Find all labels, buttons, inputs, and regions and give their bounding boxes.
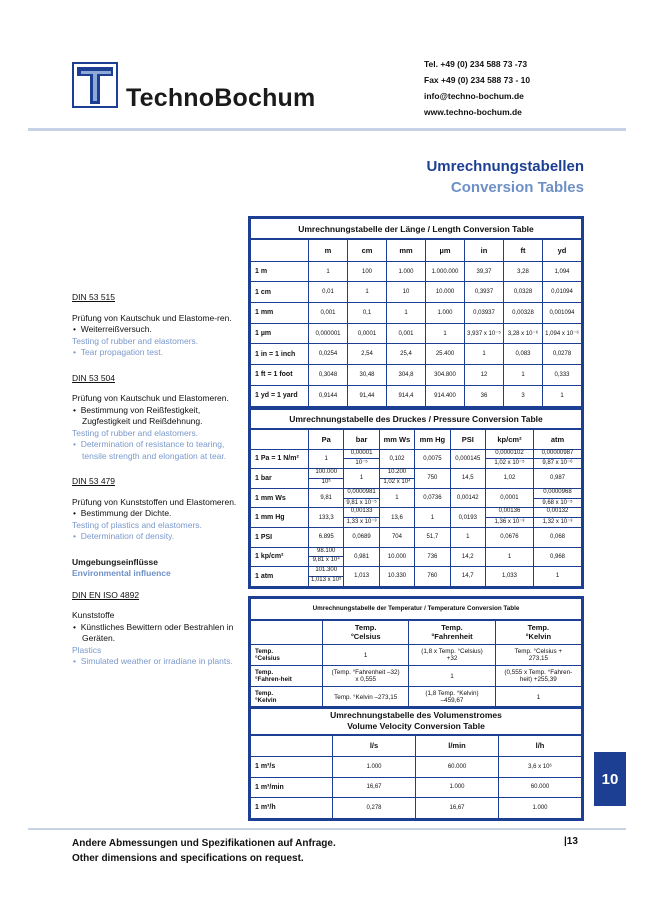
table-row (251, 687, 582, 708)
table-cell: 1 (379, 488, 414, 508)
pressure-conversion-table (248, 407, 584, 589)
column-header: µm (426, 239, 465, 261)
table-cell: 0,1 (348, 303, 387, 324)
phone-number: Tel. +49 (0) 234 588 73 -73 (424, 59, 528, 69)
table-cell: 0,001094 (543, 303, 582, 324)
table-cell: 0,0676 (485, 527, 533, 547)
table-row (251, 323, 582, 344)
table-cell: 704 (379, 527, 414, 547)
table-row (251, 282, 582, 303)
table-cell: (0,555 x Temp. °Fahren- heit) +255,39 (495, 666, 581, 687)
table-cell: Temp. °Celsius + 273,15 (495, 645, 581, 666)
table-header-row (251, 429, 582, 449)
table-caption: Umrechnungstabelle des Volumenstromes Volume Velocity Conversion Table (251, 709, 582, 735)
standard-desc-en: Testing of rubber and elastomers. (72, 335, 199, 346)
table-cell: 10.000 (426, 282, 465, 303)
standard-bullet-en: • Determination of resistance to tearing, tensile strength and elongation at tear. (73, 439, 227, 461)
table-cell: 1.000 (333, 757, 416, 778)
table-cell: 100 (348, 261, 387, 282)
standard-din-53515 (72, 292, 242, 359)
table-cell: 13,6 (379, 508, 414, 528)
row-label: 1 atm (251, 567, 309, 587)
standard-desc-en: Plastics (72, 644, 102, 655)
column-header: in (465, 239, 504, 261)
column-header: l/h (499, 735, 582, 757)
table-cell: 0,987 (533, 469, 581, 489)
table-row (251, 547, 582, 567)
table-cell: (1,8 Temp. °Kelvin) –459,67 (409, 687, 495, 708)
table-cell: (Temp. °Fahrenheit –32) x 0,555 (323, 666, 409, 687)
table-cell: 0,083 (504, 344, 543, 365)
column-header: Temp. °Celsius (323, 620, 409, 645)
env-heading-de: Umgebungseinflüsse (72, 556, 158, 567)
table-cell: 1 (344, 469, 379, 489)
table-cell: 0,000001 (309, 323, 348, 344)
column-header: kp/cm² (485, 429, 533, 449)
standard-bullet-en: • Simulated weather or irradiane in plants. (73, 656, 233, 666)
table-cell: 10.000 (379, 547, 414, 567)
table-row (251, 645, 582, 666)
row-label: 1 mm (251, 303, 309, 324)
footer-divider (28, 828, 626, 830)
length-conversion-table (248, 216, 584, 409)
table-cell: Temp. °Kelvin –273,15 (323, 687, 409, 708)
row-label: 1 kp/cm² (251, 547, 309, 567)
table-cell: 1 (426, 323, 465, 344)
table-cell: 0,00000987 9,87 x 10⁻⁶ (533, 449, 581, 469)
table-cell: 0,9144 (309, 385, 348, 406)
table-cell: 0,981 (344, 547, 379, 567)
table-cell: 0,968 (533, 547, 581, 567)
website-link[interactable]: www.techno-bochum.de (424, 107, 522, 117)
table-cell: 16,67 (333, 777, 416, 798)
standard-desc-en: Testing of plastics and elastomers. (72, 519, 202, 530)
table-cell: 3 (504, 385, 543, 406)
row-label: 1 mm Hg (251, 508, 309, 528)
row-label: 1 bar (251, 469, 309, 489)
table-cell: 0,0278 (543, 344, 582, 365)
column-header: atm (533, 429, 581, 449)
table-header-row (251, 620, 582, 645)
row-label: 1 cm (251, 282, 309, 303)
table-cell: 14,7 (450, 567, 485, 587)
column-header: m (309, 239, 348, 261)
row-label: 1 mm Ws (251, 488, 309, 508)
table-cell: 3,28 (504, 261, 543, 282)
table-cell: 39,37 (465, 261, 504, 282)
standard-code: DIN 53 479 (72, 476, 115, 486)
table-cell: 14,2 (450, 547, 485, 567)
table-cell: 1,094 (543, 261, 582, 282)
table-cell: 133,3 (309, 508, 344, 528)
table-cell: 3,6 x 10⁶ (499, 757, 582, 778)
table-cell: 3,28 x 10⁻⁶ (504, 323, 543, 344)
table-cell: 760 (415, 567, 450, 587)
table-cell: 30,48 (348, 365, 387, 386)
table-cell: 51,7 (415, 527, 450, 547)
standards-column (72, 292, 242, 682)
table-cell: 1 (485, 547, 533, 567)
table-cell: 0,0075 (415, 449, 450, 469)
table-cell: 100.000 10⁵ (309, 469, 344, 489)
table-cell: 10 (387, 282, 426, 303)
standard-desc-de: Prüfung von Kautschuk und Elastomeren. (72, 393, 229, 403)
column-header: l/s (333, 735, 416, 757)
standard-code: DIN 53 504 (72, 372, 115, 383)
table-cell: 0,0254 (309, 344, 348, 365)
table-cell: 0,00136 1,36 x 10⁻³ (485, 508, 533, 528)
standard-desc-en: Testing of rubber and elastomers. (72, 427, 199, 438)
table-cell: 1 (309, 261, 348, 282)
table-row (251, 777, 582, 798)
table-cell: 1.000 (499, 798, 582, 819)
table-caption: Umrechnungstabelle der Temperatur / Temperature Conversion Table (251, 599, 582, 620)
table-cell: 36 (465, 385, 504, 406)
table-row (251, 488, 582, 508)
table-row (251, 449, 582, 469)
table-cell: 0,01094 (543, 282, 582, 303)
contact-block (424, 56, 530, 120)
table-cell: 0,001 (309, 303, 348, 324)
footer-note-de: Andere Abmessungen und Spezifikationen auf Anfrage. (72, 838, 336, 849)
table-cell: 0,0328 (504, 282, 543, 303)
standard-din-53479 (72, 476, 242, 543)
standard-desc-de: Prüfung von Kunststoffen und Elastomeren. (72, 496, 237, 507)
table-cell: 0,102 (379, 449, 414, 469)
table-cell: 0,3937 (465, 282, 504, 303)
column-header: mm Ws (379, 429, 414, 449)
standard-bullet-en: • Determination of density. (73, 531, 175, 541)
table-cell: 0,0689 (344, 527, 379, 547)
table-cell: 6.895 (309, 527, 344, 547)
column-header: bar (344, 429, 379, 449)
table-cell: 1 (309, 449, 344, 469)
table-caption: Umrechnungstabelle der Länge / Length Conversion Table (251, 219, 582, 240)
table-cell: 1 (533, 567, 581, 587)
table-cell: 14,5 (450, 469, 485, 489)
table-cell: 1 (409, 666, 495, 687)
table-header-row (251, 239, 582, 261)
standard-desc-de: Prüfung von Kautschuk und Elastome-ren. (72, 312, 232, 323)
table-row (251, 798, 582, 819)
standard-bullet-de: • Bestimmung der Dichte. (73, 508, 172, 518)
table-cell: 1,094 x 10⁻⁶ (543, 323, 582, 344)
footer-note-en: Other dimensions and specifications on request. (72, 853, 304, 864)
table-cell: 10.330 (379, 567, 414, 587)
table-row (251, 508, 582, 528)
table-cell: 914.400 (426, 385, 465, 406)
column-header: Pa (309, 429, 344, 449)
row-label: 1 ft = 1 foot (251, 365, 309, 386)
table-cell: 98.100 9,81 x 10⁴ (309, 547, 344, 567)
table-cell: 1 (450, 527, 485, 547)
table-cell: 0,0000968 9,68 x 10⁻⁵ (533, 488, 581, 508)
table-cell: 0,278 (333, 798, 416, 819)
header-corner (251, 620, 323, 645)
table-cell: 1 (348, 282, 387, 303)
column-header: l/min (416, 735, 499, 757)
table-cell: 0,001 (387, 323, 426, 344)
table-cell: 0,333 (543, 365, 582, 386)
volume-velocity-conversion-table (248, 706, 584, 821)
table-cell: 25.400 (426, 344, 465, 365)
env-heading-en: Environmental influence (72, 568, 171, 578)
table-cell: 1.000 (387, 261, 426, 282)
column-header: ft (504, 239, 543, 261)
table-cell: 91,44 (348, 385, 387, 406)
table-cell: 1.000 (426, 303, 465, 324)
table-cell: 3,937 x 10⁻⁵ (465, 323, 504, 344)
standard-desc-de: Kunststoffe (72, 610, 115, 620)
row-label: 1 m³/h (251, 798, 333, 819)
column-header: mm (387, 239, 426, 261)
chapter-tab: 10 (594, 752, 626, 806)
row-label: 1 m³/min (251, 777, 333, 798)
footer-note (72, 836, 336, 866)
column-header: Temp. °Kelvin (495, 620, 581, 645)
table-row (251, 385, 582, 406)
table-cell: 16,67 (416, 798, 499, 819)
table-row (251, 666, 582, 687)
table-cell: 914,4 (387, 385, 426, 406)
table-cell: 0,01 (309, 282, 348, 303)
table-cell: 9,81 (309, 488, 344, 508)
table-cell: 1,033 (485, 567, 533, 587)
fax-number: Fax +49 (0) 234 588 73 - 10 (424, 75, 531, 85)
technobochum-logo-icon (72, 62, 118, 108)
table-cell: 101.300 1,013 x 10⁵ (309, 567, 344, 587)
table-cell: 1.000 (416, 777, 499, 798)
table-row (251, 303, 582, 324)
table-cell: 1,02 (485, 469, 533, 489)
table-cell: 0,068 (533, 527, 581, 547)
header-corner (251, 735, 333, 757)
table-cell: 0,00133 1,33 x 10⁻³ (344, 508, 379, 528)
column-header: yd (543, 239, 582, 261)
brand-name: TechnoBochum (126, 84, 316, 112)
row-label: 1 m (251, 261, 309, 282)
table-cell: 60.000 (416, 757, 499, 778)
table-cell: 304.800 (426, 365, 465, 386)
table-row (251, 757, 582, 778)
table-cell: 1 (387, 303, 426, 324)
environmental-influence (72, 557, 242, 668)
table-cell: 1.000.000 (426, 261, 465, 282)
table-cell: 1 (543, 385, 582, 406)
table-cell: 1 (415, 508, 450, 528)
row-label: 1 yd = 1 yard (251, 385, 309, 406)
table-cell: 25,4 (387, 344, 426, 365)
header-corner (251, 239, 309, 261)
table-cell: 1 (323, 645, 409, 666)
standard-code: DIN EN ISO 4892 (72, 589, 140, 600)
temperature-conversion-table (248, 596, 584, 710)
table-row (251, 344, 582, 365)
table-cell: 750 (415, 469, 450, 489)
table-cell: 0,0000102 1,02 x 10⁻⁵ (485, 449, 533, 469)
column-header: cm (348, 239, 387, 261)
page-title-en: Conversion Tables (450, 179, 584, 196)
page-title-de: Umrechnungstabellen (426, 158, 584, 175)
header-divider (28, 128, 626, 131)
standard-bullet-de: • Künstliches Bewittern oder Bestrahlen in Geräten. (73, 621, 234, 643)
table-row (251, 261, 582, 282)
header-corner (251, 429, 309, 449)
standard-code: DIN 53 515 (72, 292, 115, 302)
table-cell: 10.200 1,02 x 10⁴ (379, 469, 414, 489)
table-cell: 0,0736 (415, 488, 450, 508)
column-header: Temp. °Fahrenheit (409, 620, 495, 645)
email-address[interactable]: info@techno-bochum.de (424, 91, 524, 101)
table-cell: 0,0001 (485, 488, 533, 508)
column-header: PSI (450, 429, 485, 449)
row-label: Temp. °Kelvin (251, 687, 323, 708)
table-cell: 12 (465, 365, 504, 386)
table-row (251, 469, 582, 489)
table-cell: 0,0001 (348, 323, 387, 344)
table-cell: 1 (504, 365, 543, 386)
table-cell: (1,8 x Temp. °Celsius) +32 (409, 645, 495, 666)
table-header-row (251, 735, 582, 757)
table-cell: 0,03937 (465, 303, 504, 324)
table-cell: 0,00132 1,32 x 10⁻³ (533, 508, 581, 528)
table-cell: 60.000 (499, 777, 582, 798)
row-label: Temp. °Celsius (251, 645, 323, 666)
table-cell: 0,00001 10⁻⁵ (344, 449, 379, 469)
row-label: 1 in = 1 inch (251, 344, 309, 365)
table-cell: 1,013 (344, 567, 379, 587)
table-cell: 0,3048 (309, 365, 348, 386)
row-label: 1 m³/s (251, 757, 333, 778)
row-label: 1 Pa = 1 N/m² (251, 449, 309, 469)
table-row (251, 365, 582, 386)
table-cell: 0,00142 (450, 488, 485, 508)
standard-bullet-en: • Tear propagation test. (73, 347, 163, 357)
standard-bullet-de: • Weiterreißversuch. (73, 324, 152, 334)
row-label: 1 PSI (251, 527, 309, 547)
standard-bullet-de: • Bestimmung von Reißfestigkeit, Zugfestigkeit und Reißdehnung. (73, 404, 203, 426)
table-cell: 0,000145 (450, 449, 485, 469)
table-row (251, 567, 582, 587)
table-row (251, 527, 582, 547)
table-cell: 304,8 (387, 365, 426, 386)
table-cell: 0,00328 (504, 303, 543, 324)
column-header: mm Hg (415, 429, 450, 449)
standard-din-53504 (72, 373, 242, 463)
row-label: 1 µm (251, 323, 309, 344)
table-cell: 736 (415, 547, 450, 567)
table-cell: 0,0193 (450, 508, 485, 528)
table-cell: 1 (465, 344, 504, 365)
table-cell: 1 (495, 687, 581, 708)
table-cell: 2,54 (348, 344, 387, 365)
table-cell: 0,0000981 9,81 x 10⁻⁵ (344, 488, 379, 508)
table-caption: Umrechnungstabelle des Druckes / Pressure Conversion Table (251, 410, 582, 430)
page-number: |13 (564, 836, 578, 847)
row-label: Temp. °Fahren-heit (251, 666, 323, 687)
